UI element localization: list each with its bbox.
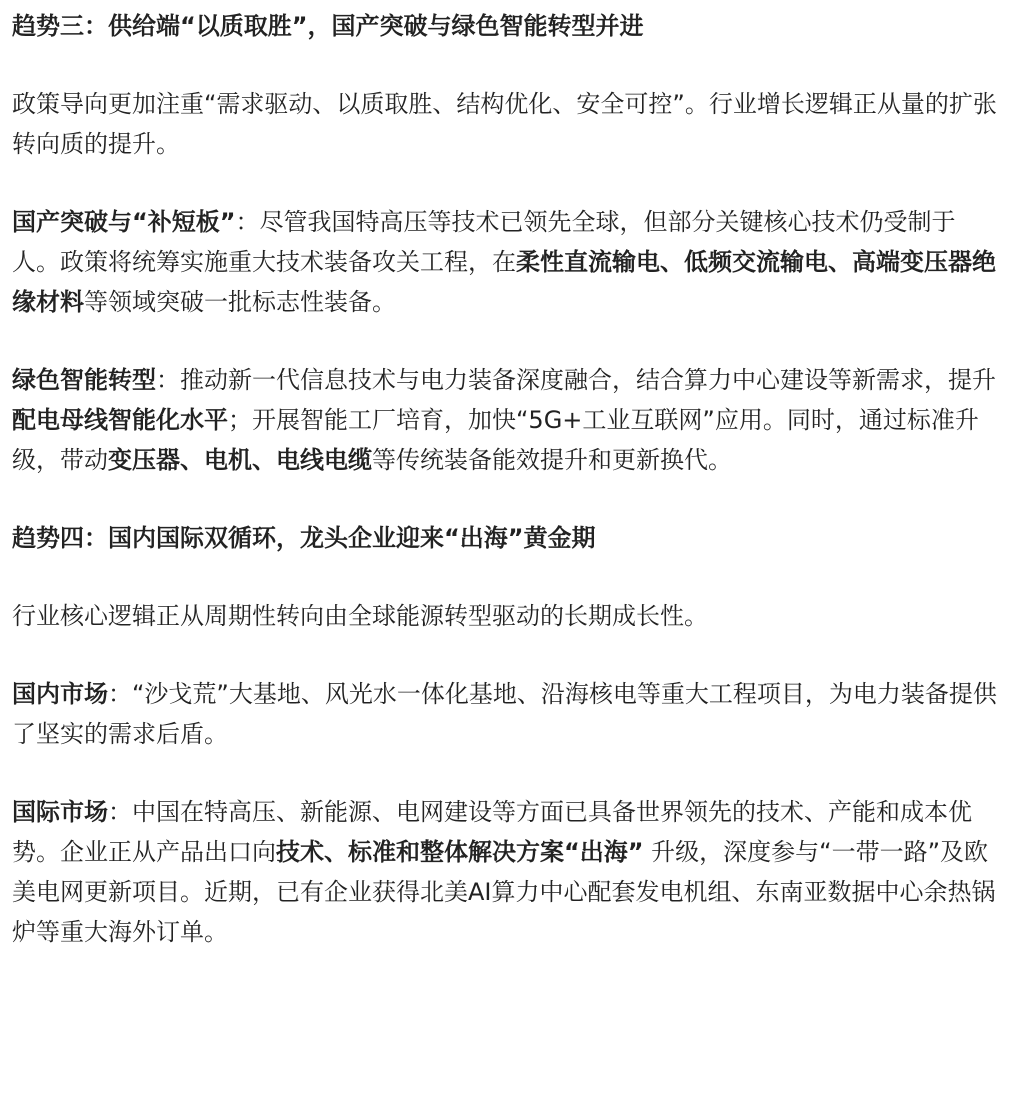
trend4-paragraph-international-market [12,792,1002,952]
trend3-paragraph-domestic-breakthrough [12,202,1002,322]
trend3-p2-text-a: ：推动新一代信息技术与电力装备深度融合，结合算力中心建设等新需求，提升 [156,366,996,394]
trend3-p1-label: 国产突破与“补短板” [12,208,236,236]
trend3-p1-text-b: 等领域突破一批标志性装备。 [84,288,396,316]
trend3-p2-text-b: ；开展智能工厂培育，加快“5G+工业互联网”应用。同时，通过标准升级，带动 [12,406,979,474]
trend3-p2-text-c: 等传统装备能效提升和更新换代。 [372,446,732,474]
trend3-p2-bold-2: 变压器、电机、电线电缆 [108,446,372,474]
trend3-intro: 政策导向更加注重“需求驱动、以质取胜、结构优化、安全可控”。行业增长逻辑正从量的扩张转向质的提升。 [12,90,997,158]
trend4-intro: 行业核心逻辑正从周期性转向由全球能源转型驱动的长期成长性。 [12,602,708,630]
trend4-p2-text-b: 升级，深度参与“一带一路”及欧美电网更新项目。近期，已有企业获得北美AI算力中心配套发电机组、东南亚数据中心余热锅炉等重大海外订单。 [12,838,996,946]
trend3-paragraph-green-smart [12,360,1002,480]
trend4-p1-text: ：“沙戈荒”大基地、风光水一体化基地、沿海核电等重大工程项目，为电力装备提供了坚实的需求后盾。 [12,680,997,748]
trend4-heading: 趋势四：国内国际双循环，龙头企业迎来“出海”黄金期 [12,524,596,552]
trend4-p1-label: 国内市场 [12,680,108,708]
trend4-paragraph-domestic-market [12,674,1002,754]
trend4-p2-label: 国际市场 [12,798,108,826]
trend3-p2-bold-1: 配电母线智能化水平 [12,406,228,434]
trend3-p1-bold: 柔性直流输电、低频交流输电、高端变压器绝缘材料 [12,248,996,316]
trend4-p2-text-a: ：中国在特高压、新能源、电网建设等方面已具备世界领先的技术、产能和成本优势。企业正从产品出口向 [12,798,972,866]
trend3-heading: 趋势三：供给端“以质取胜”，国产突破与绿色智能转型并进 [12,12,644,40]
trend4-p2-bold: 技术、标准和整体解决方案“出海” [276,838,644,866]
trend3-p2-label: 绿色智能转型 [12,366,156,394]
trend3-p1-text-a: ：尽管我国特高压等技术已领先全球，但部分关键核心技术仍受制于人。政策将统筹实施重大技术装备攻关工程，在 [12,208,956,276]
